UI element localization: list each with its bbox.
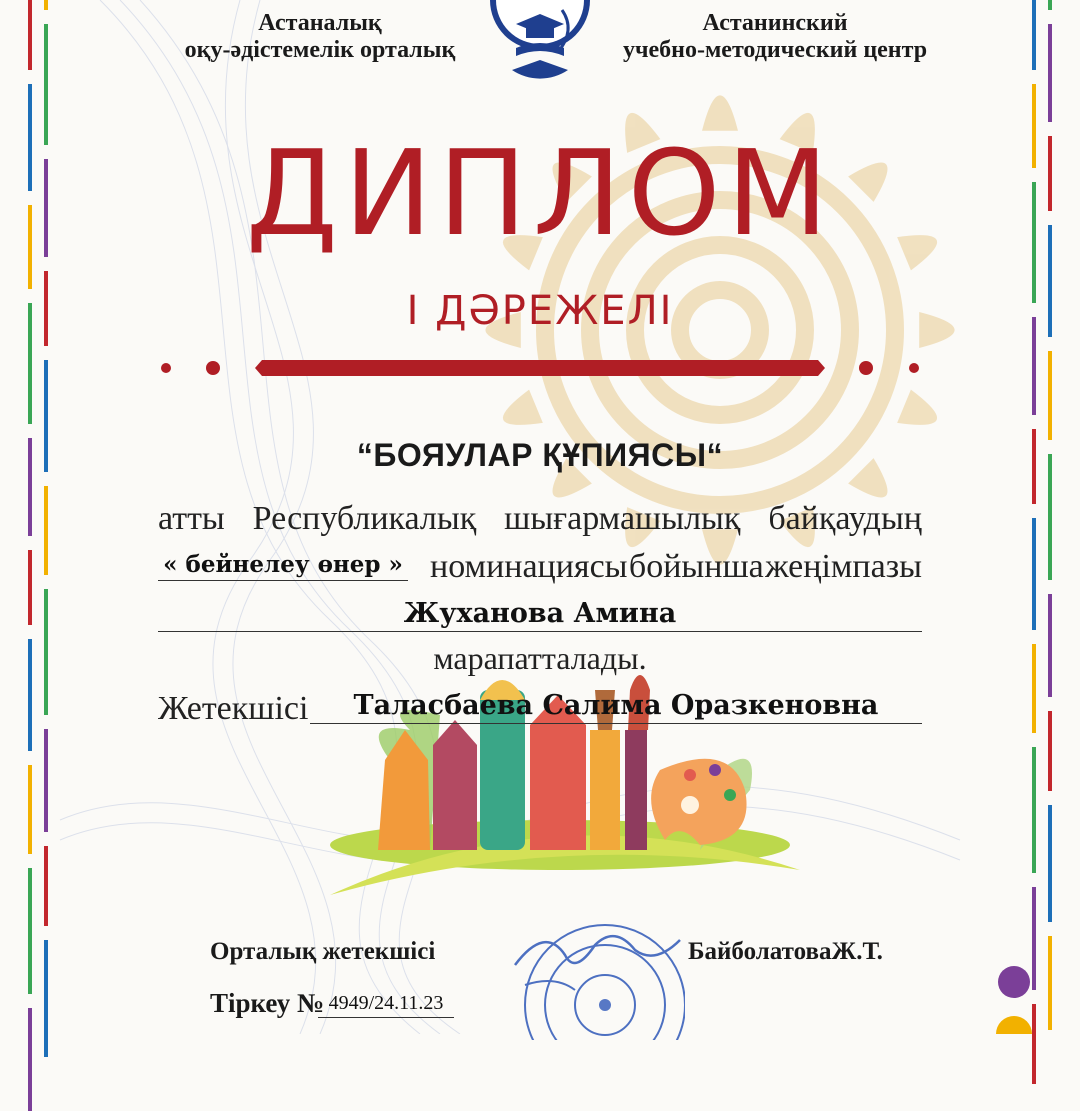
word: байқаудың — [768, 500, 922, 537]
stripe-segment — [44, 24, 48, 145]
contest-name: “БОЯУЛАР ҚҰПИЯСЫ“ — [356, 437, 724, 473]
nomination-description-line — [430, 548, 922, 586]
decor-dot-yellow — [996, 1016, 1032, 1034]
diploma-title: ДИПЛОМ — [245, 124, 835, 262]
stripe-segment — [44, 846, 48, 926]
stripe-segment — [44, 486, 48, 575]
stripe-segment — [44, 729, 48, 832]
registration-label: Тіркеу № — [210, 988, 325, 1018]
stripe-segment — [1048, 24, 1052, 122]
org-kz-line1: Астаналық — [258, 10, 382, 36]
org-kz-line2: оқу-әдістемелік орталық — [184, 37, 456, 63]
stripe-segment — [1048, 936, 1052, 1030]
stripe-segment — [1048, 805, 1052, 922]
sun-ray — [897, 390, 937, 425]
org-ru-line2: учебно-методический центр — [622, 37, 928, 63]
diploma-degree: I ДӘРЕЖЕЛІ — [406, 288, 674, 334]
word: шығармашылық — [504, 500, 741, 537]
decor-dot-purple — [998, 966, 1030, 998]
director-label: Орталық жетекшісі — [210, 938, 436, 965]
stripe-segment — [28, 1008, 32, 1111]
org-ru-line1: Астанинский — [702, 10, 848, 36]
sun-ray — [503, 390, 543, 425]
stripe-segment — [1048, 711, 1052, 791]
graduation-cap-book-emblem-icon — [482, 0, 598, 86]
winner-name: Жуханова Амина — [158, 598, 922, 632]
stripe-segment — [1048, 351, 1052, 440]
stripe-segment — [28, 868, 32, 994]
round-stamp-icon — [505, 905, 685, 1040]
stripe-segment — [44, 0, 48, 10]
divider-ornament — [161, 360, 919, 376]
contest-description-line — [158, 500, 922, 538]
registration-number: 4949/24.11.23 — [318, 992, 454, 1018]
stripe-segment — [1032, 0, 1036, 70]
stripe-segment — [1032, 747, 1036, 873]
organization-name-russian — [610, 10, 940, 64]
stripe-segment — [44, 940, 48, 1057]
leader-label: Жетекшісі — [158, 690, 309, 727]
word: бойынша — [628, 548, 764, 585]
stripe-segment — [28, 765, 32, 854]
word: жеңімпазы — [765, 548, 922, 585]
stripe-segment — [28, 0, 32, 70]
awarded-text: марапатталады. — [433, 640, 647, 676]
organization-name-kazakh — [170, 10, 470, 64]
stripe-segment — [1048, 0, 1052, 10]
director-name: БайболатоваЖ.Т. — [688, 938, 883, 965]
stripe-segment — [1032, 887, 1036, 990]
word: атты — [158, 500, 225, 537]
stripe-segment — [1032, 1004, 1036, 1084]
leader-name: Таласбаева Салима Оразкеновна — [310, 690, 922, 724]
stripe-segment — [1032, 518, 1036, 630]
stripe-segment — [28, 550, 32, 625]
word: Республикалық — [252, 500, 477, 537]
word: номинациясы — [430, 548, 628, 585]
nomination-value: « бейнелеу өнер » — [158, 551, 408, 581]
